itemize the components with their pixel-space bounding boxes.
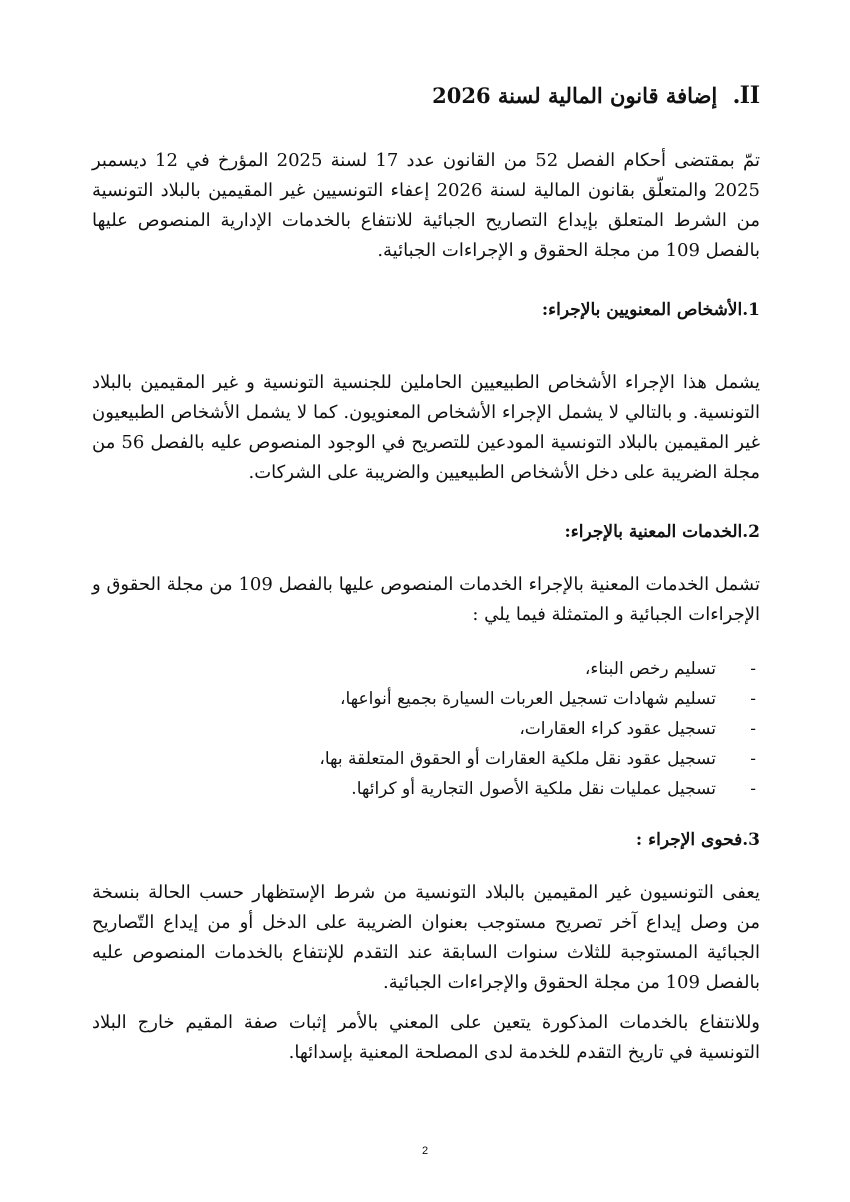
section-title — [92, 80, 760, 110]
subsection-3-heading: 3.فحوى الإجراء : — [635, 830, 760, 850]
list-item — [92, 744, 756, 774]
subsection-2-body — [92, 570, 760, 630]
list-item-text: تسليم شهادات تسجيل العربات السيارة بجميع أنواعها، — [339, 689, 716, 709]
services-list-block — [92, 654, 756, 804]
list-bullet: - — [750, 689, 756, 709]
subsection-1-paragraph: يشمل هذا الإجراء الأشخاص الطبيعيين الحاملين للجنسية التونسية و غير المقيمين بالبلاد التونسية. و بالتالي لا يشمل الإجراء الأشخاص المعنويون. كما لا يشمل الأشخاص الطبيعيون غير المقيمين بالبلاد التونسية المودعين للتصريح في الوجود المنصوص عليه بالفصل 56 من مجلة الضريبة على دخل الأشخاص الطبيعيين والضريبة على الشركات. — [92, 372, 760, 483]
intro-paragraph: تمّ بمقتضى أحكام الفصل 52 من القانون عدد 17 لسنة 2025 المؤرخ في 12 ديسمبر 2025 والمتعلّق بقانون المالية لسنة 2026 إعفاء التونسيين غير المقيمين بالبلاد التونسية من الشرط المتعلق بإيداع التصاريح الجبائية للانتفاع بالخدمات الإدارية المنصوص عليها بالفصل 109 من مجلة الحقوق و الإجراءات الجبائية. — [92, 150, 760, 261]
page-number: 2 — [421, 1145, 429, 1157]
list-bullet: - — [750, 719, 756, 739]
list-item — [92, 714, 756, 744]
section-title-text: إضافة قانون المالية لسنة 2026 — [432, 83, 718, 108]
list-item-text: تسليم رخص البناء، — [584, 659, 716, 679]
subsection-3 — [92, 830, 760, 850]
subsection-3-body-2 — [92, 1008, 760, 1068]
subsection-2 — [92, 522, 760, 542]
subsection-3-body — [92, 878, 760, 998]
intro-block — [92, 146, 760, 266]
subsection-1-body — [92, 368, 760, 488]
document-page — [92, 0, 760, 1202]
subsection-1-heading: 1.الأشخاص المعنويين بالإجراء: — [541, 300, 760, 320]
subsection-1 — [92, 300, 760, 320]
list-bullet: - — [750, 659, 756, 679]
list-item — [92, 654, 756, 684]
subsection-3-paragraph: يعفى التونسيون غير المقيمين بالبلاد التونسية من شرط الإستظهار حسب الحالة بنسخة من وصل إيداع آخر تصريح مستوجب بعنوان الضريبة على الدخل أو من إيداع التّصاريح الجبائية المستوجبة للثلاث سنوات السابقة عند التقدم للإنتفاع بالخدمات المنصوص عليه بالفصل 109 من مجلة الحقوق والإجراءات الجبائية. — [92, 882, 760, 993]
list-item — [92, 774, 756, 804]
list-item — [92, 684, 756, 714]
list-item-text: تسجيل عقود كراء العقارات، — [519, 719, 716, 739]
list-item-text: تسجيل عمليات نقل ملكية الأصول التجارية أو كرائها. — [351, 779, 716, 799]
subsection-2-paragraph: تشمل الخدمات المعنية بالإجراء الخدمات المنصوص عليها بالفصل 109 من مجلة الحقوق و الإجراءات الجبائية و المتمثلة فيما يلي : — [92, 574, 760, 625]
list-bullet: - — [750, 749, 756, 769]
section-heading — [92, 80, 760, 110]
services-list — [92, 654, 756, 804]
subsection-2-heading: 2.الخدمات المعنية بالإجراء: — [564, 522, 760, 542]
list-item-text: تسجيل عقود نقل ملكية العقارات أو الحقوق المتعلقة بها، — [319, 749, 716, 769]
section-number: II. — [733, 80, 760, 109]
list-bullet: - — [750, 779, 756, 799]
subsection-3-paragraph-2: وللانتفاع بالخدمات المذكورة يتعين على المعني بالأمر إثبات صفة المقيم خارج البلاد التونسية في تاريخ التقدم للخدمة لدى المصلحة المعنية بإسدائها. — [92, 1012, 760, 1063]
